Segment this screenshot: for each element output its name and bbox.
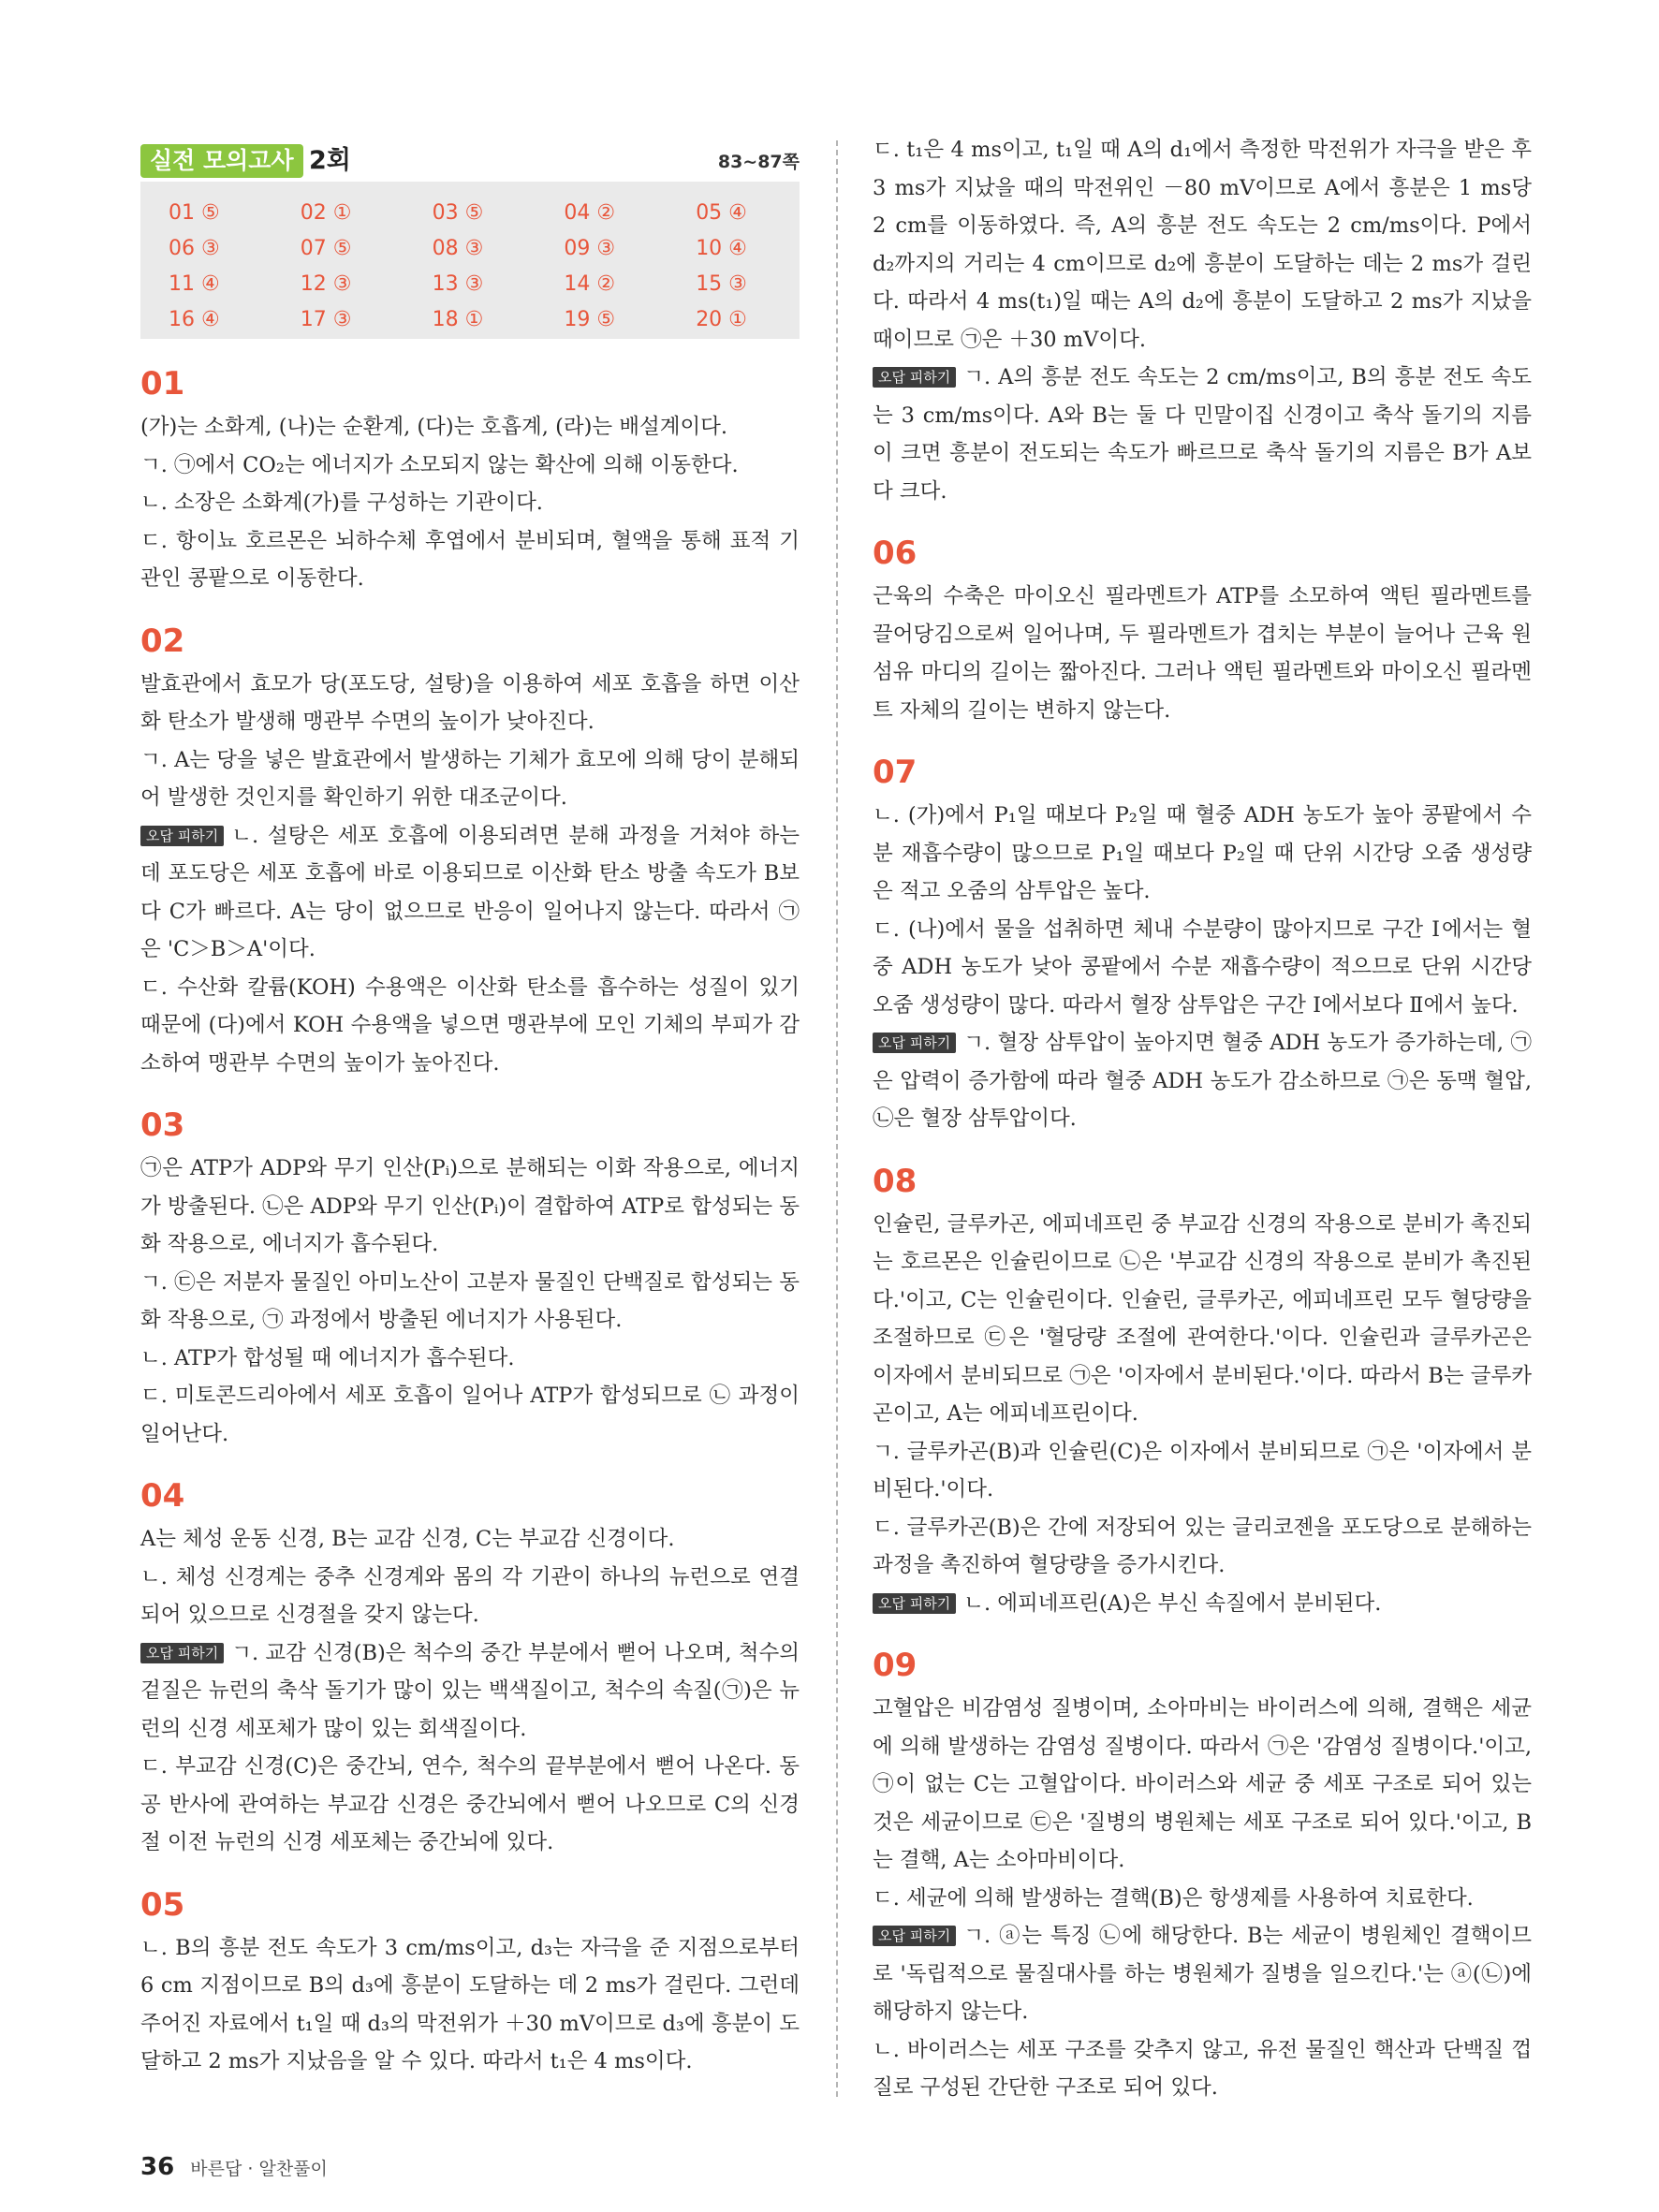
answer-cell: 09 ③ [564, 236, 616, 260]
answer-cell: 19 ⑤ [564, 307, 616, 331]
wrong-answer-tag: 오답 피하기 [873, 367, 956, 388]
question-number: 03 [140, 1106, 185, 1144]
explanation-text: ㄴ. 체성 신경계는 중추 신경계와 몸의 각 기관이 하나의 뉴런으로 연결되어 있으므로 신경절을 갖지 않는다. [140, 1564, 800, 1627]
answer-header [140, 131, 800, 174]
explanation-text: ㄴ. 설탕은 세포 호흡에 이용되려면 분해 과정을 거쳐야 하는데 포도당은 세포 호흡에 바로 이용되므로 이산화 탄소 방출 속도가 B보다 C가 빠르다. A는 당이 없으므로 반응이 일어나지 않는다. 따라서 ㉠은 'C＞B＞A'이다. [140, 823, 800, 961]
answer-cell: 04 ② [564, 200, 616, 225]
explanation-text: 고혈압은 비감염성 질병이며, 소아마비는 바이러스에 의해, 결핵은 세균에 의해 발생하는 감염성 질병이다. 따라서 ㉠은 '감염성 질병이다.'이고, ㉠이 없는 C는 고혈압이다. 바이러스와 세균 중 세포 구조로 되어 있는 것은 세균이므로 ㉢은 '질병의 병원체는 세포 구조로 되어 있다.'이고, B는 결핵, A는 소아마비이다. [873, 1696, 1532, 1872]
wrong-answer-note [873, 1024, 1532, 1138]
answer-cell: 02 ① [300, 200, 352, 225]
question-number: 02 [140, 622, 185, 660]
explanation-text: (가)는 소화계, (나)는 순환계, (다)는 호흡계, (라)는 배설계이다. [140, 415, 728, 439]
page-number: 36 [140, 2153, 175, 2181]
explanation-text: ㄱ. ㉢은 저분자 물질인 아미노산이 고분자 물질인 단백질로 합성되는 동화 작용으로, ㉠ 과정에서 방출된 에너지가 사용된다. [140, 1269, 800, 1332]
answer-key-table [140, 182, 800, 339]
explanation-text: ㄴ. 바이러스는 세포 구조를 갖추지 않고, 유전 물질인 핵산과 단백질 껍질로 구성된 간단한 구조로 되어 있다. [873, 2037, 1532, 2100]
answer-cell: 01 ⑤ [169, 200, 220, 225]
question-03 [140, 1106, 800, 1453]
answer-cell: 03 ⑤ [432, 200, 484, 225]
answer-cell: 05 ④ [696, 200, 747, 225]
left-column [140, 131, 800, 2081]
answer-cell: 14 ② [564, 271, 616, 296]
wrong-answer-tag: 오답 피하기 [873, 1593, 956, 1614]
answer-row [140, 301, 800, 337]
explanation-text: ㄱ. A는 당을 넣은 발효관에서 발생하는 기체가 효모에 의해 당이 분해되어 발생한 것인지를 확인하기 위한 대조군이다. [140, 747, 800, 810]
page-range: 83~87쪽 [717, 152, 800, 172]
explanation-text: ㄴ. B의 흥분 전도 속도가 3 cm/ms이고, d₃는 자극을 준 지점으로부터 6 cm 지점이므로 B의 d₃에 흥분이 도달하는 데 2 ms가 걸린다. 그런데 주어진 자료에서 t₁일 때 d₃의 막전위가 ＋30 mV이므로 d₃에 흥분이 도달하고 2 ms가 지났음을 알 수 있다. 따라서 t₁은 4 ms이다. [140, 1935, 800, 2073]
explanation-text: 근육의 수축은 마이오신 필라멘트가 ATP를 소모하여 액틴 필라멘트를 끌어당김으로써 일어나며, 두 필라멘트가 겹치는 부분이 늘어나 근육 원섬유 마디의 길이는 짧아진다. 그러나 액틴 필라멘트와 마이오신 필라멘트 자체의 길이는 변하지 않는다. [873, 584, 1532, 723]
wrong-answer-tag: 오답 피하기 [873, 1033, 956, 1053]
question-09 [873, 1647, 1532, 2107]
question-04 [140, 1477, 800, 1862]
wrong-answer-note [873, 1585, 1532, 1623]
answer-cell: 18 ① [432, 307, 484, 331]
answer-row [140, 195, 800, 230]
answer-cell: 06 ③ [169, 236, 220, 260]
explanation-text: A는 체성 운동 신경, B는 교감 신경, C는 부교감 신경이다. [140, 1527, 675, 1551]
explanation-text: ㄷ. 미토콘드리아에서 세포 호흡이 일어나 ATP가 합성되므로 ㉡ 과정이 일어난다. [140, 1384, 800, 1446]
wrong-answer-note [140, 817, 800, 969]
question-number: 08 [873, 1162, 918, 1200]
exam-badge: 실전 모의고사 [140, 144, 303, 178]
explanation-text: ㄱ. 교감 신경(B)은 척수의 중간 부분에서 뻗어 나오며, 척수의 겉질은 뉴런의 축삭 돌기가 많이 있는 백색질이고, 척수의 속질(㉠)은 뉴런의 신경 세포체가 많이 있는 회색질이다. [140, 1640, 800, 1741]
wrong-answer-tag: 오답 피하기 [140, 1643, 224, 1663]
question-02 [140, 623, 800, 1083]
question-number: 04 [140, 1477, 185, 1515]
question-number: 05 [140, 1885, 185, 1924]
question-05 [140, 1886, 800, 2081]
answer-cell: 20 ① [696, 307, 747, 331]
explanation-text: ㄱ. 글루카곤(B)과 인슐린(C)은 이자에서 분비되므로 ㉠은 '이자에서 분비된다.'이다. [873, 1439, 1532, 1502]
question-number: 06 [873, 535, 918, 572]
right-column [873, 131, 1532, 2107]
question-08 [873, 1163, 1532, 1623]
explanation-text: ㄷ. 수산화 칼륨(KOH) 수용액은 이산화 탄소를 흡수하는 성질이 있기 때문에 (다)에서 KOH 수용액을 넣으면 맹관부에 모인 기체의 부피가 감소하여 맹관부 수면의 높이가 높아진다. [140, 974, 800, 1076]
question-05-continued [873, 131, 1532, 510]
explanation-text: ㄷ. 세균에 의해 발생하는 결핵(B)은 항생제를 사용하여 치료한다. [873, 1885, 1474, 1911]
answer-cell: 08 ③ [432, 236, 484, 260]
answer-cell: 10 ④ [696, 236, 747, 260]
wrong-answer-note [873, 359, 1532, 510]
question-06 [873, 535, 1532, 729]
explanation-text: ㄷ. (나)에서 물을 섭취하면 체내 수분량이 많아지므로 구간 Ⅰ에서는 혈중 ADH 농도가 낮아 콩팥에서 수분 재흡수량이 적으므로 단위 시간당 오줌 생성량이 많다. 따라서 혈장 삼투압은 구간 Ⅰ에서보다 Ⅱ에서 높다. [873, 916, 1532, 1018]
explanation-text: ㄴ. 에피네프린(A)은 부신 속질에서 분비된다. [963, 1590, 1382, 1616]
explanation-text: ㄴ. (가)에서 P₁일 때보다 P₂일 때 혈중 ADH 농도가 높아 콩팥에서 수분 재흡수량이 많으므로 P₁일 때보다 P₂일 때 단위 시간당 오줌 생성량은 적고 오줌의 삼투압은 높다. [873, 803, 1532, 903]
wrong-answer-tag: 오답 피하기 [140, 826, 224, 846]
explanation-text: ㄷ. 글루카곤(B)은 간에 저장되어 있는 글리코젠을 포도당으로 분해하는 과정을 촉진하여 혈당량을 증가시킨다. [873, 1515, 1532, 1577]
answer-cell: 13 ③ [432, 271, 484, 296]
explanation-text: ㄴ. ATP가 합성될 때 에너지가 흡수된다. [140, 1345, 515, 1370]
explanation-text: ㉠은 ATP가 ADP와 무기 인산(Pᵢ)으로 분해되는 이화 작용으로, 에너지가 방출된다. ㉡은 ADP와 무기 인산(Pᵢ)이 결합하여 ATP로 합성되는 동화 작용으로, 에너지가 흡수된다. [140, 1156, 800, 1256]
question-number: 09 [873, 1647, 918, 1684]
explanation-text: ㄷ. 부교감 신경(C)은 중간뇌, 연수, 척수의 끝부분에서 뻗어 나온다. 동공 반사에 관여하는 부교감 신경은 중간뇌에서 뻗어 나오므로 C의 신경절 이전 뉴런의 신경 세포체는 중간뇌에 있다. [140, 1754, 800, 1854]
round-label: 2회 [309, 146, 351, 175]
page-footer [140, 2153, 328, 2181]
explanation-text: ㄴ. 소장은 소화계(가)를 구성하는 기관이다. [140, 491, 543, 515]
wrong-answer-note [140, 1634, 800, 1749]
explanation-text: ㄱ. ⓐ는 특징 ㉡에 해당한다. B는 세균이 병원체인 결핵이므로 '독립적으로 물질대사를 하는 병원체가 질병을 일으킨다.'는 ⓐ(㉡)에 해당하지 않는다. [873, 1924, 1532, 2024]
explanation-text: 발효관에서 효모가 당(포도당, 설탕)을 이용하여 세포 호흡을 하면 이산화 탄소가 발생해 맹관부 수면의 높이가 낮아진다. [140, 671, 800, 734]
explanation-text: 인슐린, 글루카곤, 에피네프린 중 부교감 신경의 작용으로 분비가 촉진되는 호르몬은 인슐린이므로 ㉡은 '부교감 신경의 작용으로 분비가 촉진된다.'이고, C는 인슐린이다. 인슐린, 글루카곤, 에피네프린 모두 혈당량을 조절하므로 ㉢은 '혈당량 조절에 관여한다.'이다. 인슐린과 글루카곤은 이자에서 분비되므로 ㉠은 '이자에서 분비된다.'이다. 따라서 B는 글루카곤이고, A는 에피네프린이다. [873, 1211, 1532, 1426]
book-title: 바른답 · 알찬풀이 [190, 2159, 328, 2179]
column-divider [836, 140, 838, 2097]
question-07 [873, 754, 1532, 1138]
question-number: 07 [873, 754, 918, 791]
explanation-text: ㄷ. t₁은 4 ms이고, t₁일 때 A의 d₁에서 측정한 막전위가 자극을 받은 후 3 ms가 지났을 때의 막전위인 －80 mV이므로 A에서 흥분은 1 ms당 2 cm를 이동하였다. 즉, A의 흥분 전도 속도는 2 cm/ms이다. P에서 d₂까지의 거리는 4 cm이므로 d₂에 흥분이 도달하는 데는 2 ms가 걸린다. 따라서 4 ms(t₁)일 때는 A의 d₂에 흥분이 도달하고 2 ms가 지났을 때이므로 ㉠은 ＋30 mV이다. [873, 138, 1532, 352]
answer-cell: 15 ③ [696, 271, 747, 296]
answer-row [140, 266, 800, 301]
question-number: 01 [140, 365, 185, 403]
answer-row [140, 230, 800, 266]
explanation-text: ㄷ. 항이뇨 호르몬은 뇌하수체 후엽에서 분비되며, 혈액을 통해 표적 기관인 콩팥으로 이동한다. [140, 528, 800, 591]
explanation-text: ㄱ. ㉠에서 CO₂는 에너지가 소모되지 않는 확산에 의해 이동한다. [140, 452, 739, 477]
answer-cell: 12 ③ [300, 271, 352, 296]
answer-cell: 17 ③ [300, 307, 352, 331]
explanation-text: ㄱ. 혈장 삼투압이 높아지면 혈중 ADH 농도가 증가하는데, ㉠은 압력이 증가함에 따라 혈중 ADH 농도가 감소하므로 ㉠은 동맥 혈압, ㉡은 혈장 삼투압이다. [873, 1031, 1532, 1131]
wrong-answer-tag: 오답 피하기 [873, 1926, 956, 1946]
answer-cell: 07 ⑤ [300, 236, 352, 260]
explanation-text: ㄱ. A의 흥분 전도 속도는 2 cm/ms이고, B의 흥분 전도 속도는 3 cm/ms이다. A와 B는 둘 다 민말이집 신경이고 축삭 돌기의 지름이 크면 흥분이 전도되는 속도가 빠르므로 축삭 돌기의 지름은 B가 A보다 크다. [873, 365, 1532, 504]
question-01 [140, 365, 800, 598]
answer-cell: 11 ④ [169, 271, 220, 296]
wrong-answer-note [873, 1917, 1532, 2031]
answer-cell: 16 ④ [169, 307, 220, 331]
